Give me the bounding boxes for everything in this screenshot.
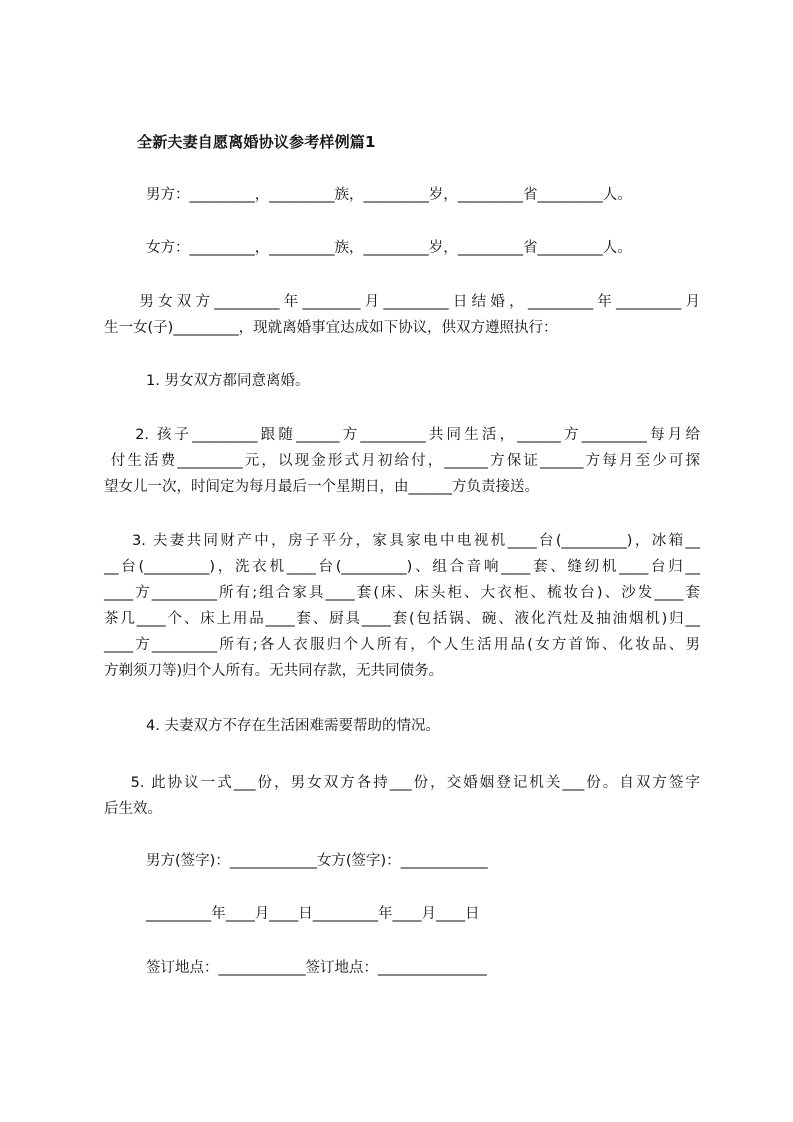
paragraph-line: 3. 夫妻共同财产中，房子平分，家具家电中电视机____台(_________)，冰箱__ (104, 533, 700, 549)
paragraph-line: 后生效。 (104, 801, 162, 817)
document-title: 全新夫妻自愿离婚协议参考样例篇1 (137, 133, 376, 151)
signing-place-line: 签订地点：____________签订地点：_______________ (146, 960, 487, 976)
clause-3 (104, 528, 700, 684)
paragraph-line: ____方_________所有;各人衣服归个人所有，个人生活用品(女方首饰、化妆品、男 (104, 637, 700, 653)
paragraph-line: 5. 此协议一式___份，男女双方各持___份，交婚姻登记机关___份。自双方签字 (104, 775, 700, 791)
paragraph-line: 2. 孩子_________跟随______方_________共同生活，______方_________每月给 (104, 427, 700, 443)
clause-2 (104, 422, 700, 500)
paragraph-line: 茶几____个、床上用品____套、厨具____套(包括锅、碗、液化汽灶及抽油烟机)归__ (104, 611, 700, 627)
paragraph-line: __台(_________)，洗衣机____台(_________)、组合音响____套、缝纫机____台归__ (104, 559, 700, 575)
paragraph-line: 望女儿一次，时间定为每月最后一个星期日，由______方负责接送。 (104, 479, 539, 495)
clause-5 (104, 770, 700, 822)
paragraph-line: 生一女(子)_________，现就离婚事宜达成如下协议，供双方遵照执行： (104, 320, 558, 336)
paragraph-line: 男女双方_________年________月_________日结婚，_________年_________月 (104, 294, 700, 310)
clause-4: 4. 夫妻双方不存在生活困难需要帮助的情况。 (146, 718, 440, 734)
wife-info-line: 女方：_________，_________族，_________岁，_________省_________人。 (146, 240, 632, 256)
date-line: _________年____月____日_________年____月____日 (146, 906, 480, 922)
marriage-paragraph (104, 289, 700, 341)
paragraph-line: ____方_________所有;组合家具____套(床、床头柜、大衣柜、梳妆台)、沙发____套 (104, 585, 700, 601)
clause-1: 1. 男女双方都同意离婚。 (146, 373, 310, 389)
paragraph-line: 方剃须刀等)归个人所有。无共同存款，无共同债务。 (104, 663, 444, 679)
paragraph-line: 付生活费_________元，以现金形式月初给付，______方保证______方每月至少可探 (104, 453, 700, 469)
husband-info-line: 男方：_________，_________族，_________岁，_________省_________人。 (146, 187, 632, 203)
signature-line: 男方(签字)：____________女方(签字)：____________ (146, 853, 488, 869)
